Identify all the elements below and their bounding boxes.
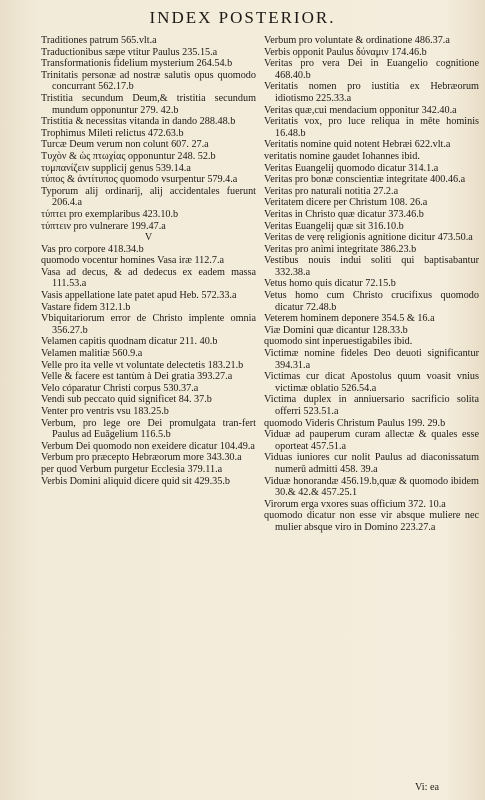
- index-entry: Vasa ad decus, & ad dedecus ex eadem massa 111.53.a: [41, 266, 256, 290]
- index-entry: τύπος & ἀντίτυπος quomodo vsurpentur 579.4.a: [41, 174, 238, 186]
- index-entry: Verbis Domini aliquid dicere quid sit 429.35.b: [41, 475, 231, 487]
- index-entry: Victimæ nomine fideles Deo deuoti significantur 394.31.a: [264, 348, 479, 371]
- index-entry: Viduæ ad pauperum curam allectæ & quales esse oporteat 457.51.a: [264, 429, 479, 452]
- index-entry: Veritatis nomine quid notent Hebræi 622.vlt.a: [264, 139, 451, 151]
- index-entry: quomodo Videris Christum Paulus 199. 29.b: [264, 417, 446, 429]
- index-entry: Traductionibus sæpe vtitur Paulus 235.15.a: [41, 46, 218, 58]
- index-entry: Vestibus nouis indui soliti qui baptisabantur 332.38.a: [264, 255, 479, 278]
- index-entry: Verbum Dei quomodo non exeidere dicatur 104.49.a: [41, 440, 255, 452]
- index-entry: Viduas iuniores cur nolit Paulus ad diaconissatum numerū admitti 458. 39.a: [264, 452, 479, 475]
- index-entry: quomodo dicatur non esse vir absque muliere nec mulier absque viro in Domino 223.27.a: [264, 510, 479, 533]
- index-entry: Verbum, pro lege ore Dei promulgata tran-fert Paulus ad Euāgelium 116.5.b: [41, 417, 256, 441]
- index-entry: Vendi sub peccato quid significet 84. 37.b: [41, 394, 212, 406]
- index-entry: Vetus homo cum Christo crucifixus quomodo dicatur 72.48.b: [264, 290, 479, 313]
- index-entry: Veritas pro vera Dei in Euangelio cognitione 468.40.b: [264, 58, 479, 81]
- index-entry: Τυχὸν & ὡς πτωχίας opponuntur 248. 52.b: [41, 150, 216, 162]
- index-entry: Veritatis vox, pro luce reliqua in mēte hominis 16.48.b: [264, 116, 479, 139]
- index-entry: Veritas de verę religionis agnitione dicitur 473.50.a: [264, 232, 473, 244]
- index-entry: Veritas pro naturali notitia 27.2.a: [264, 185, 399, 197]
- index-entry: Venter pro ventris vsu 183.25.b: [41, 406, 169, 417]
- index-entry: Victima duplex in anniuersario sacrificio solita offerri 523.51.a: [264, 394, 479, 417]
- index-entry: Victimas cur dicat Apostolus quum voasit vnius victimæ oblatio 526.54.a: [264, 371, 479, 394]
- index-entry: Trinitatis personæ ad nostræ salutis opus quomodo concurrant 562.17.b: [41, 69, 256, 93]
- index-entry: Velamen capitis quodnam dicatur 211. 40.b: [41, 336, 218, 348]
- index-entry: Trophimus Mileti relictus 472.63.b: [41, 127, 184, 139]
- index-entry: Verbis opponit Paulus δύναμιν 174.46.b: [264, 46, 427, 58]
- index-entry: Veritas quæ,cui mendacium opponitur 342.40.a: [264, 104, 457, 116]
- index-entry: Veritatem dicere per Christum 108. 26.a: [264, 197, 428, 209]
- index-entry: Traditiones patrum 565.vlt.a: [41, 35, 157, 46]
- index-entry: Veritas pro bonæ conscientiæ integritate 400.46.a: [264, 174, 466, 186]
- index-entry: Verbum pro præcepto Hebræorum more 343.30.a: [41, 452, 242, 464]
- index-entry: Vas pro corpore 418.34.b: [41, 243, 144, 255]
- index-entry: Viduæ honorandæ 456.19.b,quæ & quomodo ibidem 30.& 42.& 457.25.1: [264, 475, 479, 499]
- index-column-right: [264, 35, 479, 534]
- index-entry: Velle pro ita velle vt voluntate delectetis 183.21.b: [41, 359, 244, 371]
- catchword: Vi: ea: [415, 782, 439, 793]
- running-head: INDEX POSTERIOR.: [149, 8, 336, 27]
- index-entry: quomodo vocentur homines Vasa iræ 112.7.a: [41, 255, 225, 267]
- index-entry: veritatis nomine gaudet Iohannes ibid.: [264, 150, 420, 162]
- index-entry: Veritas Euangelij quomodo dicatur 314.1.a: [264, 162, 439, 174]
- index-entry: Vastare fidem 312.1.b: [41, 301, 131, 313]
- index-entry: τυμπανίζειν supplicij genus 539.14.a: [41, 162, 191, 174]
- index-entry: Tristitia & necessitas vitanda in dando 288.48.b: [41, 116, 236, 128]
- index-entry: per quod Verbum purgetur Ecclesia 379.11.a: [41, 463, 223, 475]
- index-entry: Vetus homo quis dicatur 72.15.b: [264, 278, 396, 290]
- section-letter: V: [144, 232, 153, 244]
- index-column-left: [41, 35, 256, 487]
- index-entry: Veritas pro animi integritate 386.23.b: [264, 243, 417, 255]
- index-entry: Transformationis fidelium mysterium 264.54.b: [41, 58, 233, 70]
- index-entry: Veritas Euangelij quæ sit 316.10.b: [264, 220, 404, 232]
- index-entry: Virorum erga vxores suas officium 372. 10.a: [264, 498, 446, 510]
- index-entry: Viæ Domini quæ dicantur 128.33.b: [264, 324, 408, 336]
- index-entry: quomodo sint inperuestigabiles ibid.: [264, 336, 413, 348]
- index-entry: Veterem hominem deponere 354.5 & 16.a: [264, 313, 435, 325]
- index-entry: Veritas in Christo quæ dicatur 373.46.b: [264, 208, 424, 220]
- index-entry: Verbum pro voluntate & ordinatione 486.37.a: [264, 35, 450, 46]
- index-entry: Vasis appellatione late patet apud Heb. 572.33.a: [41, 290, 237, 302]
- index-entry: Vbiquitariorum error de Christo implente omnia 356.27.b: [41, 313, 256, 336]
- index-entry: Velamen malitiæ 560.9.a: [41, 348, 143, 360]
- index-entry: Turcæ Deum verum non colunt 607. 27.a: [41, 139, 209, 151]
- index-entry: Tristitia secundum Deum,& tristitia secundum mundum opponuntur 279. 42.b: [41, 92, 256, 116]
- index-entry: Veritatis nomen pro iustitia ex Hebræorum idiotismo 225.33.a: [264, 81, 479, 104]
- index-entry: Typorum alij ordinarij, alij accidentales fuerunt 206.4.a: [41, 185, 256, 209]
- index-entry: Velle & facere est tantùm à Dei gratia 393.27.a: [41, 371, 233, 383]
- index-entry: τύπτειν pro vulnerare 199.47.a: [41, 220, 166, 232]
- index-entry: Velo cóparatur Christi corpus 530.37.a: [41, 382, 199, 394]
- index-entry: τύπτει pro exemplaribus 423.10.b: [41, 208, 179, 220]
